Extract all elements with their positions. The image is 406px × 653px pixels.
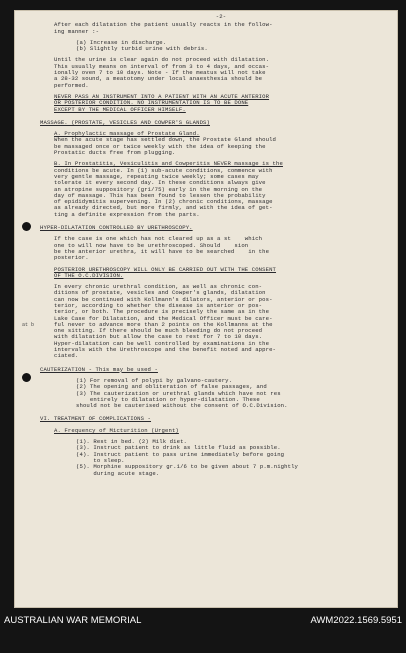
- text-line: one to will now have to be urethroscoped. Should sion: [54, 241, 249, 249]
- text-line: with dilatation but allow the case to rest for 7 to 10 days.: [54, 333, 263, 341]
- text-line: be massaged once or twice weekly with the idea of keeping the: [54, 142, 266, 150]
- text-line: A. Prophylactic massage of Prostate Gland.: [54, 130, 200, 138]
- text-line: OF THE O.C.DIVISION.: [54, 271, 124, 279]
- text-line: terior, according to whether the disease is anterior or pos-: [54, 301, 263, 309]
- text-line: intervals with the Urethroscope and the benefit noted and appre-: [54, 346, 277, 354]
- text-line: one sitting. If there should be much bleeding do not proceed: [54, 327, 263, 335]
- punch-hole: [22, 222, 31, 231]
- text-line: NEVER PASS AN INSTRUMENT INTO A PATIENT WITH AN ACUTE ANTERIOR: [54, 92, 270, 100]
- text-line: of epididymitis supervening. In (2) chronic conditions, massage: [54, 198, 273, 206]
- text-line: be the anterior urethra, it will have to be searched in the: [54, 247, 270, 255]
- paragraph: [54, 439, 388, 477]
- text-line: tolerate it every second day. In these conditions always give: [54, 179, 266, 187]
- text-line: during acute stage.: [76, 469, 160, 477]
- page-number: -2-: [215, 13, 227, 20]
- text-line: (2) The opening and obliteration of false passages, and: [76, 383, 267, 391]
- punch-hole: [22, 373, 31, 382]
- text-line: ing manner :-: [54, 27, 100, 35]
- typewritten-text: [40, 13, 388, 477]
- document-page: [14, 10, 398, 608]
- list-item: [54, 161, 388, 218]
- text-line: to sleep.: [76, 456, 125, 464]
- text-line: very gentle massage, repeating twice weekly; some cases may: [54, 172, 259, 180]
- text-line: ciated.: [54, 352, 79, 360]
- text-line: terior, or both. The procedure is precisely the same as in the: [54, 308, 270, 316]
- footer-institution: AUSTRALIAN WAR MEMORIAL: [4, 615, 142, 626]
- paragraph: [54, 22, 388, 35]
- text-line: posterior.: [54, 254, 89, 262]
- text-line: When the acute stage has settled down, the Prostate Gland should: [54, 136, 277, 144]
- text-line: ting a definite expression from the parts.: [54, 210, 200, 218]
- footer-reference-id: AWM2022.1569.5951: [310, 615, 402, 626]
- paragraph: [54, 378, 388, 409]
- paragraph: [54, 236, 388, 261]
- text-line: If the case is one which has not cleared up as a st which: [54, 235, 263, 243]
- text-line: A. Frequency of Micturition (Urgent): [54, 426, 179, 434]
- paragraph: [54, 40, 388, 53]
- text-line: POSTERIOR URETHROSCOPY WILL ONLY BE CARRIED OUT WITH THE CONSENT: [54, 265, 277, 273]
- paragraph: [54, 284, 388, 360]
- text-line: as already directed, but more firmly, and with the idea of get-: [54, 204, 273, 212]
- text-line: can now be continued with Kollmann's dilators, anterior or pos-: [54, 295, 273, 303]
- text-line: (1). Rest in bed. (2) Milk diet.: [76, 438, 188, 446]
- text-line: (a) Increase in discharge.: [76, 38, 167, 46]
- text-line: entirely to dilatation or hyper-dilatation. These: [76, 395, 260, 403]
- text-line: (3) The cauterization or urethral glands which have not res: [76, 389, 281, 397]
- paragraph: [54, 57, 388, 88]
- text-line: CAUTERIZATION - This may be used -: [40, 365, 158, 373]
- text-line: ionally oven 7 to 10 days. Note - If the meatus will not take: [54, 69, 266, 77]
- text-line: ditions of prostate, vesicles and Cowper's glands, dilatation: [54, 289, 266, 297]
- text-line: Hyper-dilatation can be well controlled by examinations in the: [54, 339, 270, 347]
- archive-footer: [0, 610, 406, 653]
- text-line: day of massage. This has been found to lessen the probability: [54, 191, 266, 199]
- text-line: (3). Instruct patient to drink as little fluid as possible.: [76, 444, 281, 452]
- text-line: a 28-32 sound, a meatotomy under local anaesthesia should be: [54, 75, 263, 83]
- list-item: [54, 131, 388, 156]
- text-line: VI. TREATMENT OF COMPLICATIONS -: [40, 415, 152, 423]
- text-line: Until the urine is clear again do not proceed with dilatation.: [54, 56, 270, 64]
- text-line: Prostatic ducts free from plugging.: [54, 149, 176, 157]
- margin-note: at b: [22, 322, 35, 328]
- text-line: ful never to advance more than 2 points on the Kollmanns at the: [54, 320, 273, 328]
- text-line: MASSAGE. (PROSTATE, VESICLES AND COWPER'S GLANDS): [40, 118, 210, 126]
- paragraph: [54, 267, 388, 280]
- text-line: performed.: [54, 81, 89, 89]
- text-line: conditions be acute. In (1) sub-acute conditions, commence with: [54, 166, 273, 174]
- text-line: EXCEPT BY THE MEDICAL OFFICER HIMSELF.: [54, 105, 186, 113]
- text-line: This usually means on interval of from 3 to 4 days, and occas-: [54, 62, 270, 70]
- text-line: (5). Morphine suppository gr.1/6 to be given about 7 p.m.nightly: [76, 463, 299, 471]
- paragraph: [54, 94, 388, 113]
- text-line: HYPER-DILATATION CONTROLLED BY URETHROSCOPY.: [40, 224, 193, 232]
- text-line: In every chronic urethral condition, as well as chronic con-: [54, 283, 263, 291]
- text-line: (4). Instruct patient to pass urine immediately before going: [76, 450, 285, 458]
- text-line: should not be cauterised without the consent of O.C.Division.: [76, 402, 288, 410]
- text-line: an atropine suppository (gr1/75) early in the morning on the: [54, 185, 263, 193]
- text-line: (b) Slightly turbid urine with debris.: [76, 45, 208, 53]
- text-line: (1) For removal of polypi by galvano-cautery.: [76, 376, 233, 384]
- text-line: OR POSTERIOR CONDITION. NO INSTRUMENTATION IS TO BE DONE: [54, 99, 249, 107]
- text-line: Lake Case for Dilatation, and the Medical Officer must be care-: [54, 314, 273, 322]
- text-line: After each dilatation the patient usually reacts in the follow-: [54, 21, 273, 29]
- text-line: B. In Prostatitis, Vesiculitis and Cowperitis NEVER massage is the: [54, 160, 283, 168]
